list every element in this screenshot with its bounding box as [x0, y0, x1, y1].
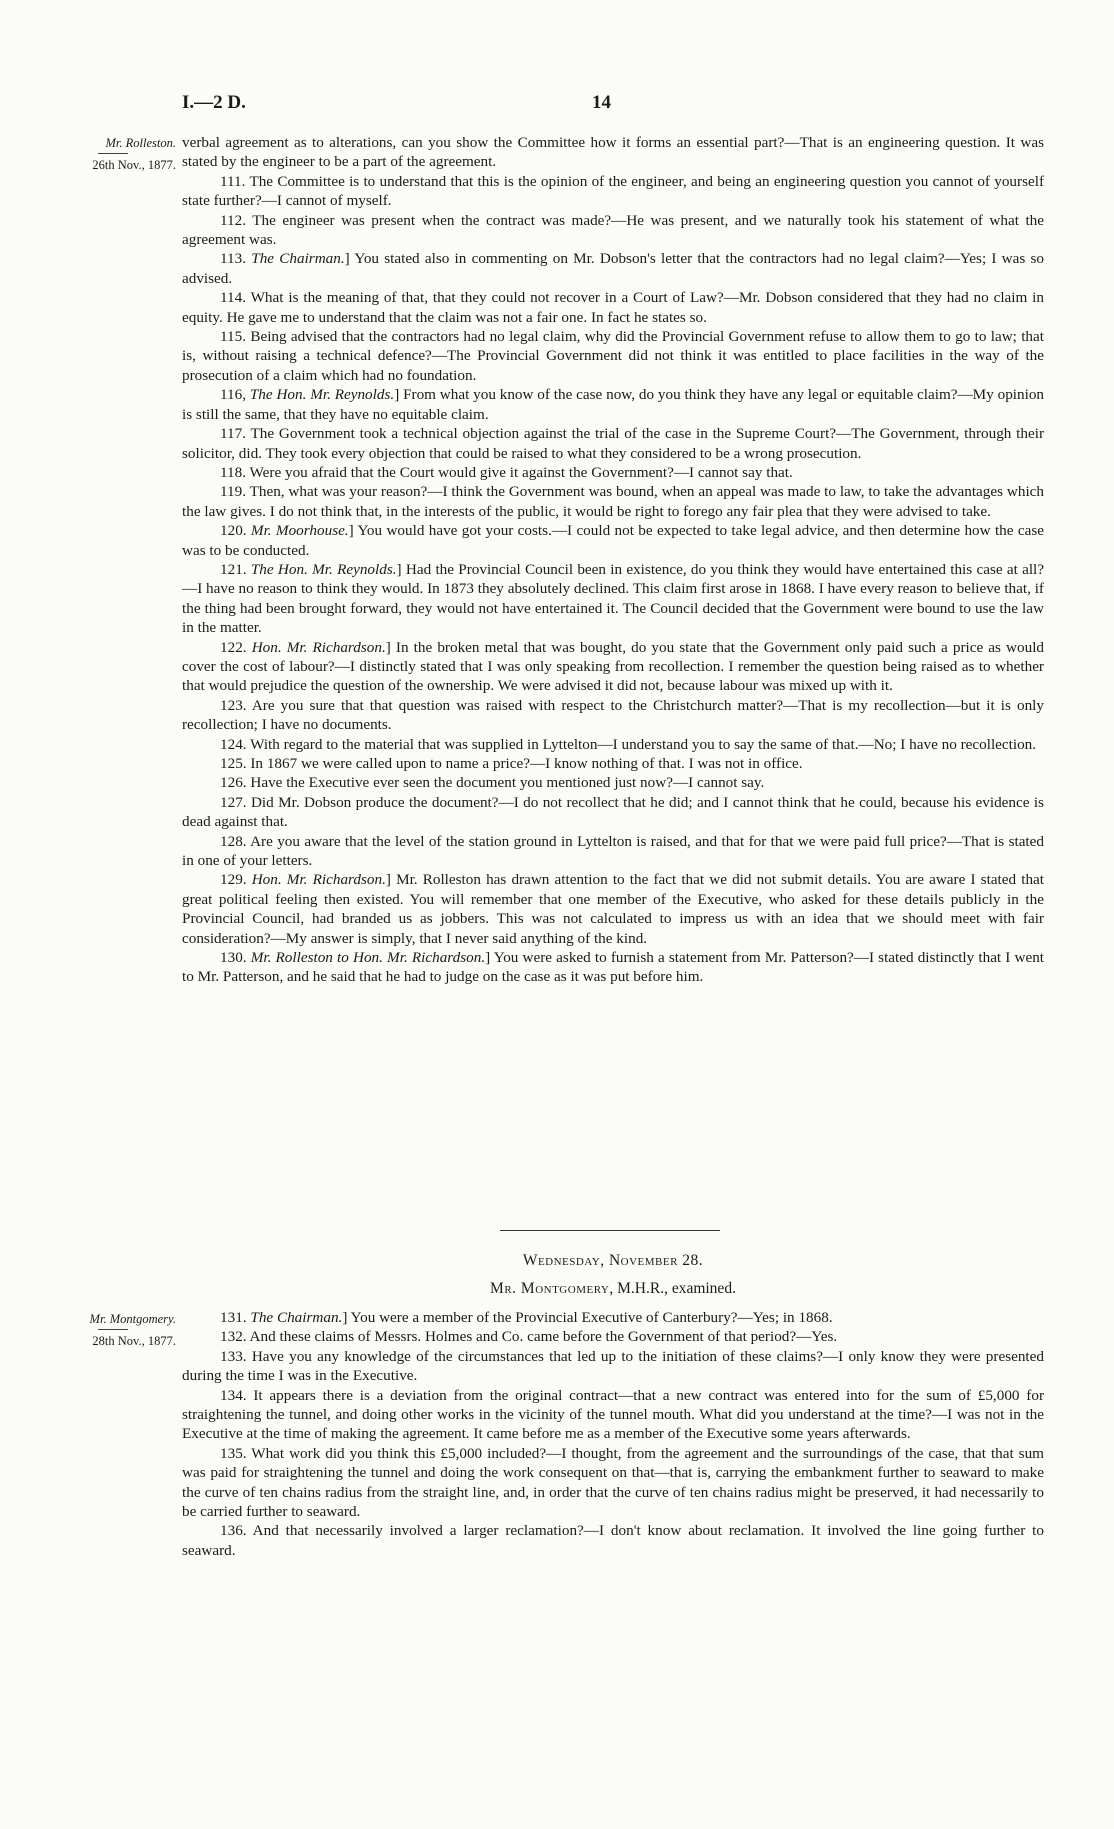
section-divider	[500, 1230, 720, 1231]
question-text: ] You were asked to furnish a statement from Mr. Patterson?—I stated distinctly that I went to Mr. Patterson, and he said that he had to judge on the case as it was put before him.	[182, 949, 1045, 986]
question-number: 129.	[220, 871, 252, 889]
question-number: 130.	[220, 949, 251, 967]
speaker-name: The Hon. Mr. Reynolds.	[249, 386, 395, 404]
paragraph-120	[182, 521, 1044, 560]
question-number: 122.	[220, 638, 252, 656]
question-number: 116,	[220, 386, 250, 404]
paragraph-117: 117. The Government took a technical objection against the trial of the case in the Supreme Court?—The Government, through their solicitor, did. They took every objection that could be raised to what they considered to be a wrong prosecution.	[182, 425, 1044, 462]
paragraph-131	[182, 1308, 1044, 1327]
document-reference: I.—2 D.	[182, 92, 246, 113]
speaker-name: Mr. Moorhouse.	[250, 522, 349, 540]
paragraph-126: 126. Have the Executive ever seen the document you mentioned just now?—I cannot say.	[220, 774, 765, 792]
speaker-name: Hon. Mr. Richardson.	[251, 638, 386, 656]
question-text: ] Mr. Rolleston has drawn attention to the fact that we did not submit details. You are aware I stated that great political feeling then existed. You will remember that one member of the Executive, who asked for these details publicly in the Provincial Council, had branded us as jobbers. This was not calculated to impress us with an idea that we should meet with fair consideration?—My answer is simply, that I never said anything of the kind.	[182, 871, 1045, 947]
margin-witness-name: Mr. Montgomery.	[89, 1312, 176, 1326]
paragraph-121	[182, 560, 1044, 638]
date-heading: Wednesday, November 28.	[522, 1252, 704, 1269]
margin-dash	[98, 153, 128, 154]
paragraph-113	[182, 249, 1044, 288]
paragraph-130	[182, 948, 1044, 987]
evidence-section-montgomery	[182, 1308, 1044, 1560]
paragraph-111: 111. The Committee is to understand that this is the opinion of the engineer, and being an engineering question you cannot of yourself state further?—I cannot of myself.	[182, 172, 1044, 210]
margin-note-rolleston	[48, 136, 176, 173]
speaker-name: The Chairman.	[251, 250, 345, 268]
paragraph-129	[182, 870, 1044, 948]
margin-dash	[98, 1329, 128, 1330]
speaker-name: Mr. Rolleston to Hon. Mr. Richardson.	[250, 949, 486, 967]
margin-witness-name: Mr. Rolleston.	[105, 136, 176, 150]
question-text: ] You would have got your costs.—I could not be expected to take legal advice, and then determine how the case was to be conducted.	[182, 522, 1044, 559]
paragraph-134: 134. It appears there is a deviation from the original contract—that a new contract was entered into for the sum of £5,000 for straightening the tunnel, and doing other works in the vicinity of the tunnel mouth. What did you understand at the time?—I was not in the Executive at the time of making the agreement. It came before me as a member of the Executive some years afterwards.	[182, 1386, 1044, 1443]
page-number: 14	[592, 92, 611, 113]
question-text: ] In the broken metal that was bought, do you state that the Government only paid such a price as would cover the cost of labour?—I distinctly stated that I was only speaking from recollection. I remember the question being raised as to whether that would prejudice the question of the ownership. We were advised it did not, because labour was mixed up with it.	[182, 638, 1045, 695]
question-number: 121.	[220, 560, 251, 578]
witness-heading	[182, 1280, 1044, 1298]
question-text: ] You stated also in commenting on Mr. Dobson's letter that the contractors had no legal claim?—Yes; I was so advised.	[182, 250, 1045, 287]
question-number: 131.	[220, 1309, 251, 1326]
margin-date: 26th Nov., 1877.	[92, 158, 176, 172]
paragraph-114: 114. What is the meaning of that, that they could not recover in a Court of Law?—Mr. Dobson considered that they had no claim in equity. He gave me to understand that the claim was not a fair one. In fact he states so.	[182, 289, 1044, 326]
paragraph-133: 133. Have you any knowledge of the circumstances that led up to the initiation of these claims?—I only know they were presented during the time I was in the Executive.	[182, 1347, 1044, 1385]
question-text: ] From what you know of the case now, do you think they have any legal or equitable claim?—My opinion is still the same, that they have no equitable claim.	[182, 386, 1045, 423]
paragraph-128: 128. Are you aware that the level of the station ground in Lyttelton is raised, and that for that we were paid full price?—That is stated in one of your letters.	[182, 832, 1044, 870]
paragraph-124: 124. With regard to the material that was supplied in Lyttelton—I understand you to say the same of that.—No; I have no recollection.	[220, 735, 1037, 753]
question-text: ] You were a member of the Provincial Executive of Canterbury?—Yes; in 1868.	[342, 1309, 833, 1326]
paragraph-118: 118. Were you afraid that the Court would give it against the Government?—I cannot say that.	[220, 463, 793, 481]
question-number: 120.	[220, 522, 251, 540]
paragraph-119: 119. Then, what was your reason?—I think the Government was bound, when an appeal was made to law, to take the advantages which the law gives. I do not think that, in the interests of the public, it would be right to forego any fair plea that they were advised to take.	[182, 483, 1044, 520]
paragraph-123: 123. Are you sure that that question was raised with respect to the Christchurch matter?—That is my recollection—but it is only recollection; I have no documents.	[182, 696, 1044, 734]
evidence-section-rolleston	[182, 133, 1044, 987]
speaker-name: The Hon. Mr. Reynolds.	[250, 560, 397, 578]
witness-suffix: , M.H.R., examined.	[609, 1280, 736, 1297]
paragraph-132: 132. And these claims of Messrs. Holmes and Co. came before the Government of that period?—Yes.	[220, 1328, 838, 1346]
witness-name: Mr. Montgomery	[490, 1280, 610, 1297]
paragraph-127: 127. Did Mr. Dobson produce the document?—I do not recollect that he did; and I cannot think that he could, because his evidence is dead against that.	[182, 793, 1044, 831]
question-text: ] Had the Provincial Council been in existence, do you think they would have entertained this case at all?—I have no reason to think they would. In 1873 they absolutely declined. This claim first arose in 1868. I have every reason to believe that, if the thing had been brought forward, they would not have entertained it. The Council decided that the Government were bound to use the law in the matter.	[182, 560, 1045, 637]
paragraph-112: 112. The engineer was present when the contract was made?—He was present, and we naturally took his statement of what the agreement was.	[182, 211, 1044, 249]
margin-note-montgomery	[48, 1312, 176, 1349]
paragraph-125: 125. In 1867 we were called upon to name a price?—I know nothing of that. I was not in office.	[220, 755, 803, 772]
paragraph-135: 135. What work did you think this £5,000 included?—I thought, from the agreement and the surroundings of the case, that that sum was paid for straightening the tunnel and doing the work consequent on that—that is, carrying the embankment further to seaward to make the curve of ten chains radius from the straight line, and, in order that the curve of ten chains radius might be preserved, it had necessarily to be carried further to seaward.	[182, 1444, 1044, 1521]
question-number: 113.	[220, 250, 252, 268]
speaker-name: The Chairman.	[250, 1309, 343, 1326]
paragraph-115: 115. Being advised that the contractors had no legal claim, why did the Provincial Government refuse to allow them to go to law; that is, without raising a technical defence?—The Provincial Government did not think it was entitled to place facilities in the way of the prosecution of a claim which had no foundation.	[182, 328, 1044, 384]
paragraph-122	[182, 638, 1044, 696]
paragraph-116	[182, 385, 1044, 424]
paragraph-136: 136. And that necessarily involved a larger reclamation?—I don't know about reclamation. It involved the line going further to seaward.	[182, 1522, 1044, 1559]
paragraph-continuation: verbal agreement as to alterations, can you show the Committee how it forms an essential part?—That is an engineering question. It was stated by the engineer to be a part of the agreement.	[182, 134, 1044, 171]
margin-date: 28th Nov., 1877.	[92, 1334, 176, 1348]
speaker-name: Hon. Mr. Richardson.	[251, 871, 386, 889]
